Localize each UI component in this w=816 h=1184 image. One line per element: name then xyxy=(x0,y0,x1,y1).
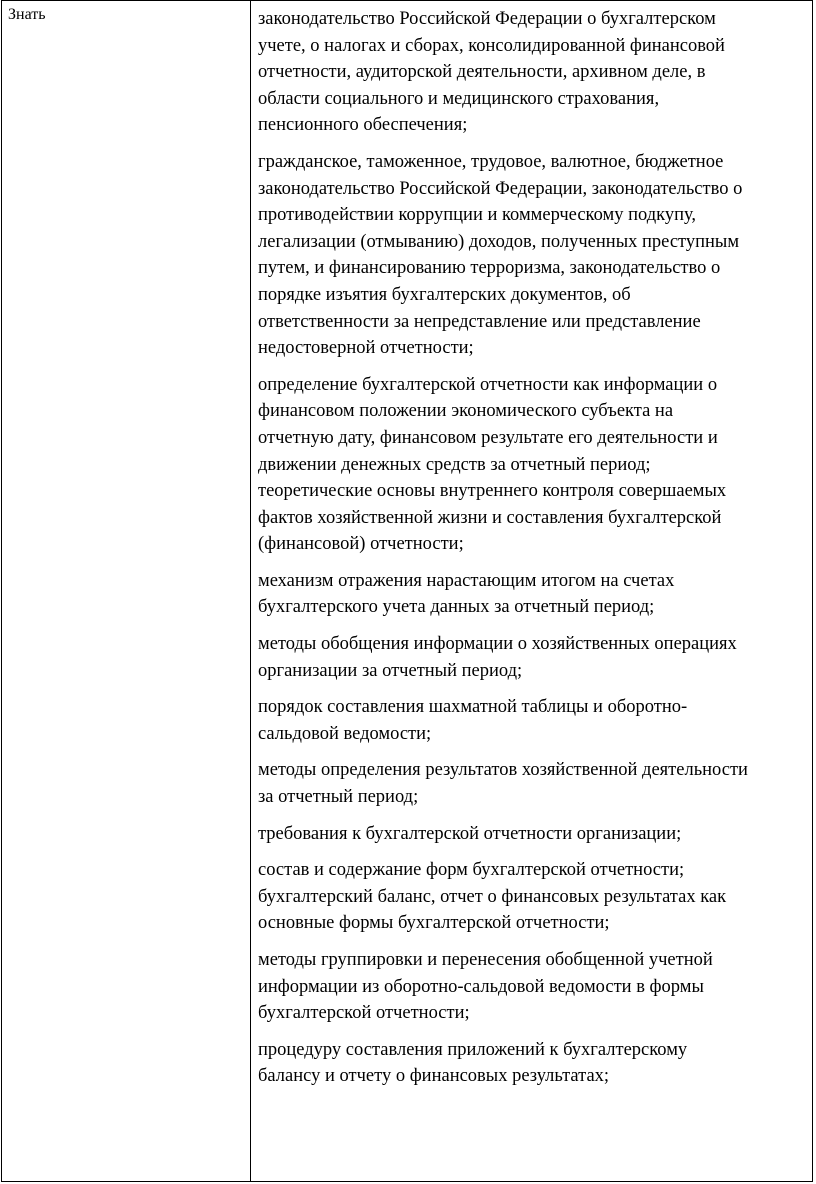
paragraph-line: организации за отчетный период; xyxy=(258,660,523,681)
paragraph-line: законодательство Российской Федерации о бухгалтерском xyxy=(258,9,716,29)
content-paragraph xyxy=(258,631,806,684)
paragraph-line: порядке изъятия бухгалтерских документов, об xyxy=(258,284,631,305)
paragraph-line: бухгалтерского учета данных за отчетный период; xyxy=(258,597,655,618)
label-text: Знать xyxy=(8,6,46,23)
requirements-table xyxy=(1,0,813,1182)
content-paragraph xyxy=(258,1037,806,1090)
paragraph-line: требования к бухгалтерской отчетности организации; xyxy=(258,823,682,844)
content-cell xyxy=(251,1,812,1181)
paragraph-line: теоретические основы внутреннего контроля совершаемых xyxy=(258,481,727,502)
paragraph-line: информации из оборотно-сальдовой ведомости в формы xyxy=(258,976,704,997)
paragraph-line: порядок составления шахматной таблицы и оборотно- xyxy=(258,697,688,718)
content-paragraphs xyxy=(258,6,806,1090)
paragraph-line: путем, и финансированию терроризма, законодательство о xyxy=(258,258,721,279)
paragraph-line: учете, о налогах и сборах, консолидированной финансовой xyxy=(258,35,725,56)
paragraph-line: методы обобщения информации о хозяйственных операциях xyxy=(258,634,737,655)
paragraph-line: ответственности за непредставление или представление xyxy=(258,311,701,332)
paragraph-line: бухгалтерской отчетности; xyxy=(258,1003,470,1024)
paragraph-line: гражданское, таможенное, трудовое, валютное, бюджетное xyxy=(258,151,724,172)
paragraph-line: (финансовой) отчетности; xyxy=(258,534,464,555)
content-paragraph xyxy=(258,821,806,848)
content-paragraph xyxy=(258,6,806,139)
label-cell xyxy=(2,1,251,1181)
paragraph-line: финансовом положении экономического субъекта на xyxy=(258,401,674,422)
content-paragraph xyxy=(258,694,806,747)
paragraph-line: противодействии коррупции и коммерческому подкупу, xyxy=(258,205,697,226)
paragraph-line: фактов хозяйственной жизни и составления бухгалтерской xyxy=(258,507,722,528)
paragraph-line: движении денежных средств за отчетный период; xyxy=(258,454,651,475)
paragraph-line: за отчетный период; xyxy=(258,787,419,808)
paragraph-line: методы определения результатов хозяйственной деятельности xyxy=(258,760,748,781)
paragraph-line: пенсионного обеспечения; xyxy=(258,115,468,136)
paragraph-line: недостоверной отчетности; xyxy=(258,338,474,359)
content-paragraph xyxy=(258,947,806,1027)
content-paragraph xyxy=(258,857,806,937)
content-paragraph xyxy=(258,757,806,810)
content-paragraph xyxy=(258,149,806,362)
paragraph-line: легализации (отмыванию) доходов, полученных преступным xyxy=(258,231,740,252)
paragraph-line: отчетную дату, финансовом результате его деятельности и xyxy=(258,427,718,448)
paragraph-line: области социального и медицинского страхования, xyxy=(258,88,660,109)
paragraph-line: состав и содержание форм бухгалтерской отчетности; xyxy=(258,860,685,881)
paragraph-line: основные формы бухгалтерской отчетности; xyxy=(258,913,610,934)
paragraph-line: отчетности, аудиторской деятельности, архивном деле, в xyxy=(258,62,706,83)
paragraph-line: механизм отражения нарастающим итогом на счетах xyxy=(258,570,675,591)
paragraph-line: балансу и отчету о финансовых результатах; xyxy=(258,1066,610,1087)
paragraph-line: законодательство Российской Федерации, законодательство о xyxy=(258,178,743,199)
content-paragraph xyxy=(258,568,806,621)
paragraph-line: процедуру составления приложений к бухгалтерскому xyxy=(258,1039,688,1060)
paragraph-line: сальдовой ведомости; xyxy=(258,723,432,744)
paragraph-line: определение бухгалтерской отчетности как информации о xyxy=(258,374,718,395)
content-paragraph xyxy=(258,372,806,558)
paragraph-line: методы группировки и перенесения обобщенной учетной xyxy=(258,950,713,970)
paragraph-line: бухгалтерский баланс, отчет о финансовых результатах как xyxy=(258,886,727,907)
